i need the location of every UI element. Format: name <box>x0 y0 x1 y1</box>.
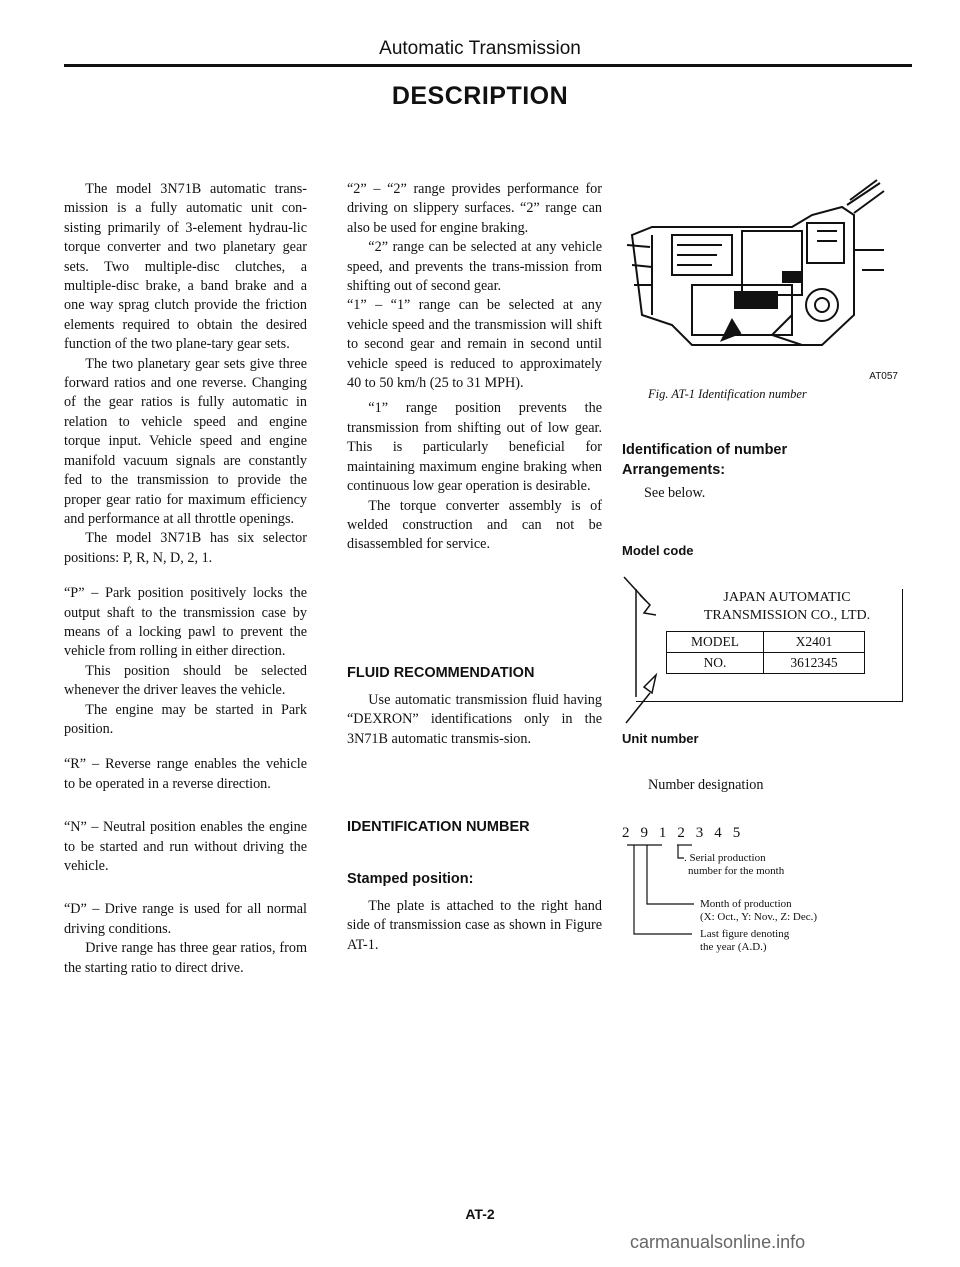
plate-table <box>666 631 865 674</box>
unit-number-label: Unit number <box>622 730 699 746</box>
model-code-label: Model code <box>622 543 694 559</box>
paragraph: “D” – Drive range is used for all normal driving conditions. <box>64 901 307 937</box>
section-title: DESCRIPTION <box>391 82 569 110</box>
column-right <box>622 175 912 954</box>
figure-caption: Fig. AT-1 Identification number <box>648 387 807 401</box>
paragraph: Use automatic transmission fluid having “DEXRON” identifications only in the 3N71B automatic transmis-sion. <box>347 691 602 747</box>
legend-month: Month of production (X: Oct., Y: Nov., Z: Dec.) <box>700 897 818 924</box>
plate-model-value: X2401 <box>764 631 865 652</box>
paragraph: The plate is attached to the right hand side of transmission case as shown in Figure AT-1. <box>347 897 602 953</box>
identification-plate <box>622 575 912 705</box>
paragraph: “1” range position prevents the transmission from shifting out of low gear. This is particularly beneficial for maintaining maximum engine braking when continuous low gear operation is desirable. <box>347 400 602 495</box>
paragraph: This position should be selected whenever the driver leaves the vehicle. <box>64 662 307 699</box>
paragraph: “1” – “1” range can be selected at any vehicle speed and the transmission will shift to second gear and remain in second until vehicle speed is reduced to approximately 40 to 50 km/h (25 to 31 MPH). <box>347 297 602 392</box>
arrangements-heading: Identification of number Arrangements: <box>622 442 788 478</box>
stamped-heading: Stamped position: <box>347 870 474 887</box>
table-row <box>667 631 865 652</box>
column-middle <box>347 180 602 955</box>
number-designation-label: Number designation <box>648 777 764 794</box>
paragraph: Drive range has three gear ratios, from the starting ratio to direct drive. <box>64 940 307 976</box>
transmission-figure <box>622 175 892 355</box>
plate-model-label: MODEL <box>667 631 764 652</box>
fluid-heading: FLUID RECOMMENDATION <box>347 664 535 681</box>
transmission-illustration-icon <box>622 175 892 365</box>
chapter-title: Automatic Transmission <box>379 38 581 59</box>
plate-no-label: NO. <box>667 652 764 673</box>
designation-digits: 2 9 1 2 3 4 5 <box>622 824 744 841</box>
column-left <box>64 180 307 978</box>
paragraph: “2” range can be selected at any vehicle speed, and prevents the trans-mission from shifting out of second gear. <box>347 239 602 295</box>
header-rule <box>64 64 912 67</box>
plate-heading: JAPAN AUTOMATIC TRANSMISSION CO., LTD. <box>703 589 871 623</box>
legend-serial: . Serial production number for the month <box>684 851 785 878</box>
paragraph: The model 3N71B has six selector positions: P, R, N, D, 2, 1. <box>64 530 307 566</box>
paragraph: The model 3N71B automatic trans-mission is a fully automatic unit con-sisting primarily of 3-element hydrau-lic torque converter and two planetary gear sets. Two multiple-disc clutches, a multiple-disc brake, a band brake and a one way sprag clutch provide the friction elements required to obtain the desired function of the two plane-tary gear sets. <box>64 181 307 353</box>
watermark: carmanualsonline.info <box>630 1232 806 1252</box>
paragraph: The torque converter assembly is of welded construction and can not be disassembled for service. <box>347 497 602 553</box>
plate-no-value: 3612345 <box>764 652 865 673</box>
paragraph: The two planetary gear sets give three forward ratios and one reverse. Changing of the gear ratios is fully automatic in relation to vehicle speed and engine torque input. Vehicle speed and engine manifold vacuum signals are constantly fed to the transmission to provide the proper gear ratio for maximum efficiency and performance at all throttle openings. <box>64 355 307 527</box>
table-row <box>667 652 865 673</box>
identification-heading: IDENTIFICATION NUMBER <box>347 818 530 835</box>
paragraph: “N” – Neutral position enables the engine to be started and run without driving the vehicle. <box>64 819 307 874</box>
legend-year: Last figure denoting the year (A.D.) <box>700 927 790 954</box>
paragraph: The engine may be started in Park position. <box>64 701 307 737</box>
paragraph: “2” – “2” range provides performance for driving on slippery surfaces. “2” range can also be used for engine braking. <box>347 181 602 236</box>
paragraph: “R” – Reverse range enables the vehicle to be operated in a reverse direction. <box>64 756 307 792</box>
paragraph: “P” – Park position positively locks the output shaft to the transmission case by means of a locking pawl to prevent the vehicle from rolling in either direction. <box>64 585 307 660</box>
page-number: AT-2 <box>465 1206 495 1222</box>
figure-code: AT057 <box>869 371 898 382</box>
paragraph: See below. <box>644 485 706 501</box>
designation-diagram <box>622 824 912 954</box>
